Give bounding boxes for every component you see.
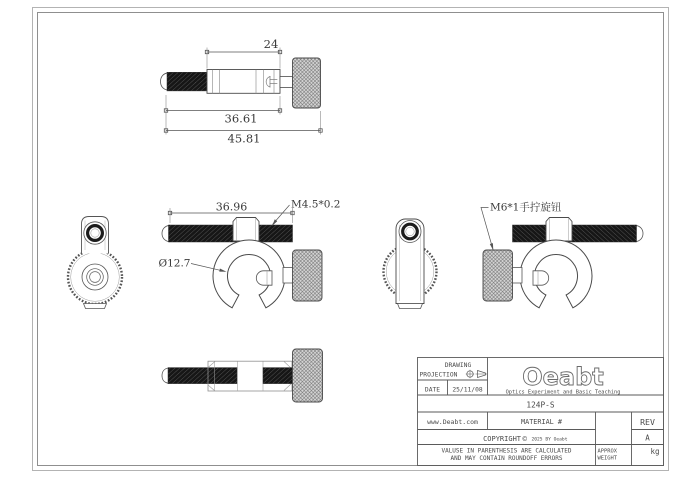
part-number: 124P-S — [526, 400, 555, 410]
knurled-knob — [293, 250, 323, 301]
note-line2: AND MAY CONTAIN ROUNDOFF ERRORS — [450, 454, 563, 462]
weight-label-line2: WEIGHT — [597, 455, 617, 462]
website: www.Deabt.com — [427, 418, 478, 426]
date-label: DATE — [424, 386, 441, 394]
copyright-label: COPYRIGHT — [483, 434, 521, 443]
leader-arrow — [490, 243, 494, 250]
projection-label-line1: DRAWING — [444, 362, 472, 369]
screw-side-view-top — [161, 58, 321, 108]
weight-label-line1: APPROX — [597, 448, 617, 455]
dim-36-96: 36.96 — [215, 200, 248, 214]
threaded-rod — [169, 225, 293, 242]
knurled-knob — [293, 58, 321, 108]
thread-spec-label: M4.5*0.2 — [291, 198, 341, 211]
dim-36-61: 36.61 — [224, 111, 258, 126]
front-view — [68, 217, 122, 309]
hole-diameter-label: Ø12.7 — [158, 257, 191, 270]
clamp-side-view-mirrored — [483, 218, 643, 308]
clamp-foot — [398, 304, 423, 309]
projection-label-line2: PROJECTION — [419, 371, 458, 379]
rev-value: A — [645, 433, 650, 443]
copyright-symbol: © — [522, 434, 528, 444]
title-block — [418, 358, 664, 466]
dim-45-81: 45.81 — [227, 131, 261, 146]
date-value: 25/11/08 — [452, 386, 483, 394]
note-line1: VALUSE IN PARENTHESIS ARE CALCULATED — [441, 447, 572, 455]
threaded-section-2 — [263, 368, 293, 384]
company-logo: Oeabt — [522, 363, 604, 391]
screw-tip — [162, 368, 169, 383]
screw-body — [207, 70, 280, 94]
logo-tagline: Optics Experiment and Basic Teaching — [505, 389, 621, 396]
knurled-wheel-rim — [68, 250, 122, 304]
rev-label: REV — [640, 417, 655, 427]
screw-side-view-bottom — [162, 349, 323, 402]
clamp-foot — [84, 304, 107, 309]
clamp-c-body — [213, 240, 285, 308]
copyright-detail: 2025 BY Oeabt — [531, 437, 568, 443]
bar-front-view — [384, 219, 437, 309]
screw-neck — [280, 77, 293, 88]
ring-bore — [88, 226, 103, 241]
screw-stub — [256, 271, 272, 285]
threaded-section — [167, 72, 207, 91]
dim-24: 24 — [263, 37, 279, 51]
clamp-top-block — [233, 218, 259, 242]
weight-unit: kg — [650, 447, 660, 456]
threaded-section — [168, 368, 237, 384]
projection-symbol-icon — [466, 370, 487, 378]
knob-spec-label: M6*1手拧旋钮 — [490, 201, 562, 214]
ring-bore — [403, 224, 418, 239]
material-label: MATERIAL # — [521, 418, 562, 426]
knurled-knob — [293, 349, 323, 402]
